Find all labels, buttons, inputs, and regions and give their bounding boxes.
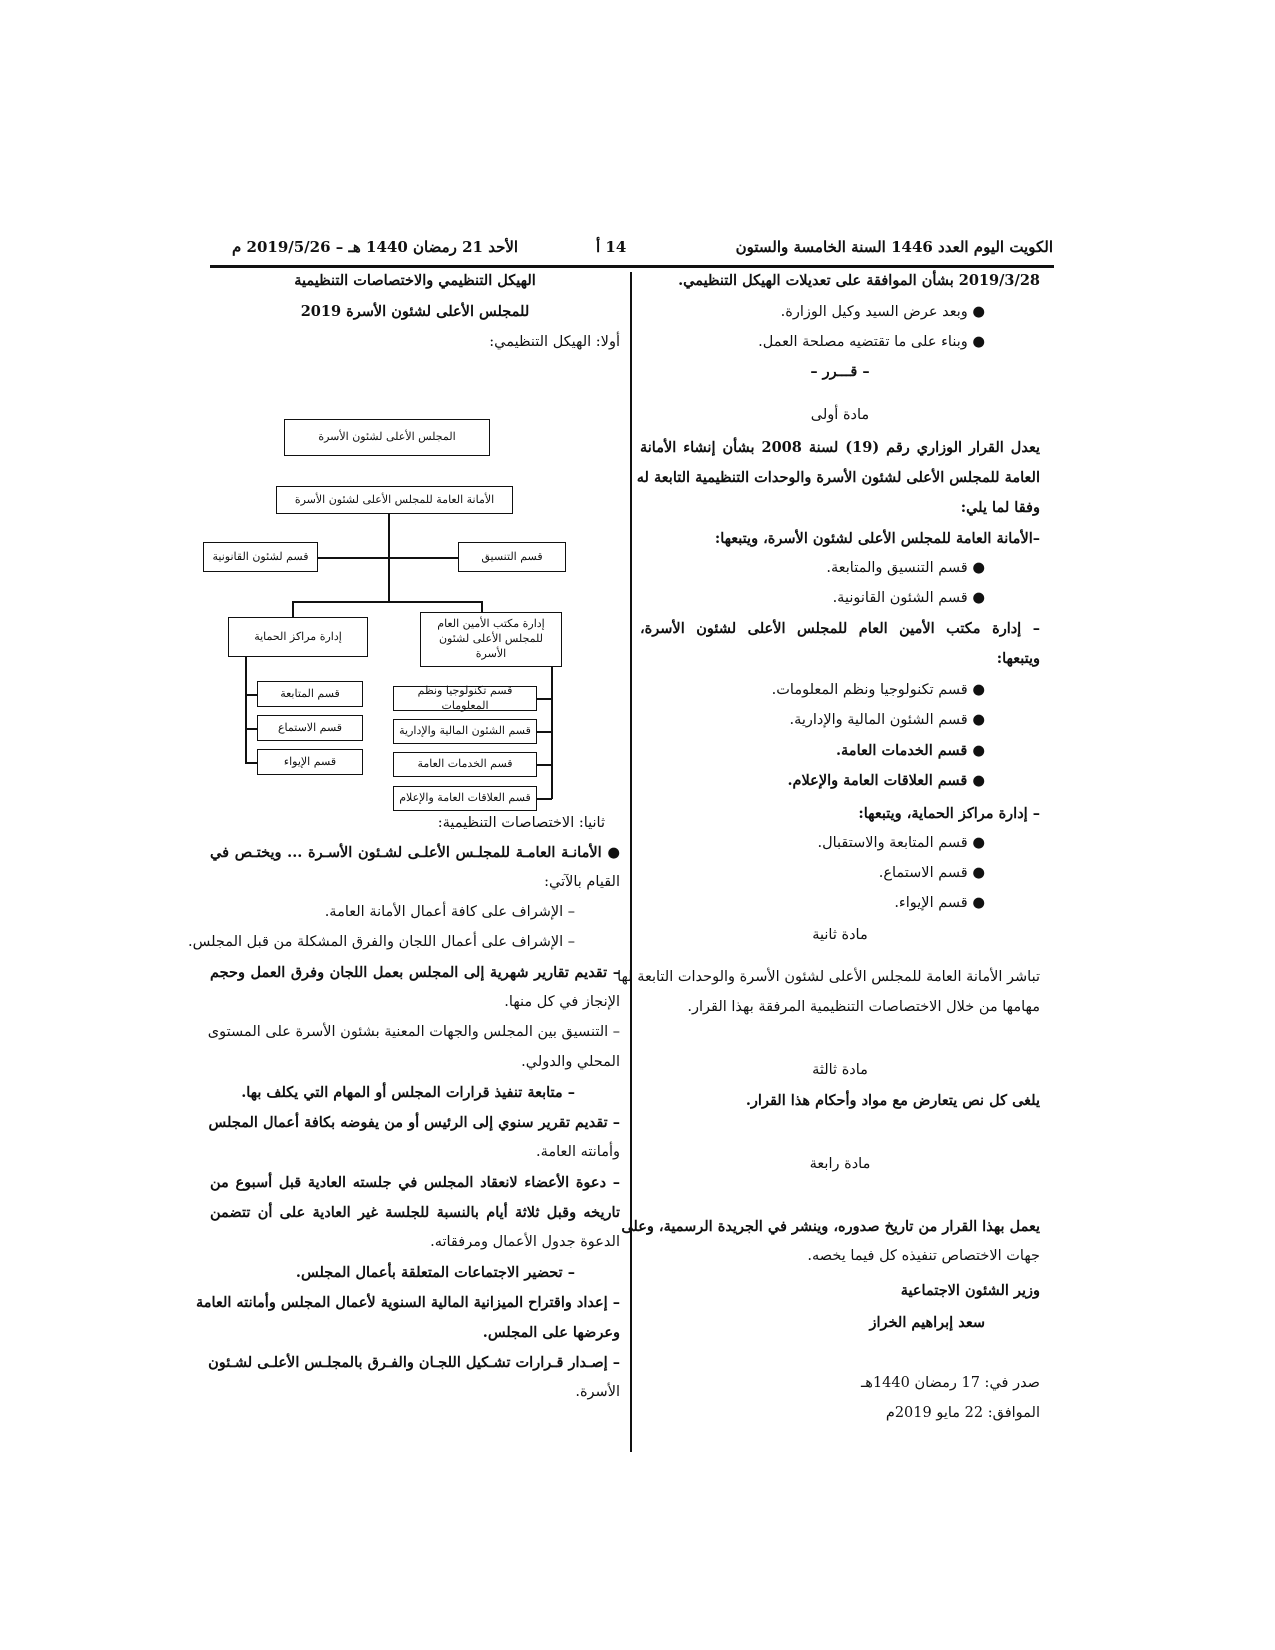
text-line: ● قسم العلاقات العامة والإعلام. [787, 772, 985, 789]
section-competences-heading: ثانيا: الاختصاصات التنظيمية: [437, 815, 605, 831]
text-line: يعمل بهذا القرار من تاريخ صدوره، وينشر في الجريدة الرسمية، وعلى [621, 1218, 1040, 1235]
left-column [187, 272, 620, 1422]
header-page-number: 14 أ [596, 238, 627, 256]
competence-line: الإنجاز في كل منها. [504, 994, 620, 1010]
text-line: ● قسم الاستماع. [878, 865, 985, 881]
text-line: سعد إبراهيم الخراز [869, 1314, 985, 1331]
structure-subtitle: للمجلس الأعلى لشئون الأسرة 2019 [300, 303, 530, 320]
text-line: مهامها من خلال الاختصاصات التنظيمية المرفقة بهذا القرار. [687, 999, 1040, 1015]
text-line: ● قسم المتابعة والاستقبال. [817, 835, 985, 851]
competence-line: – تقديم تقرير سنوي إلى الرئيس أو من يفوضه بكافة أعمال المجلس [208, 1114, 620, 1131]
competences-list [187, 844, 620, 1404]
text-line: وزير الشئون الاجتماعية [900, 1282, 1040, 1299]
text-line: 2019/3/28 بشأن الموافقة على تعديلات الهيكل التنظيمي. [678, 272, 1040, 289]
text-line: – قـــرر – [810, 363, 870, 380]
org-office-unit: قسم تكنولوجيا ونظم المعلومات [393, 686, 537, 711]
competence-line: تاريخه وقبل ثلاثة أيام بالنسبة للجلسة غير العادية على أن تتضمن [210, 1204, 620, 1221]
text-line: صدر في: 17 رمضان 1440هـ [861, 1375, 1040, 1391]
header-date: الأحد 21 رمضان 1440 هـ – 2019/5/26 م [232, 238, 519, 256]
competence-line: – إصـدار قـرارات تشـكيل اللجـان والفـرق بالمجلـس الأعلـى لشـئون [208, 1354, 620, 1371]
competence-line: القيام بالآتي: [544, 874, 620, 890]
text-line: تباشر الأمانة العامة للمجلس الأعلى لشئون الأسرة والوحدات التابعة لها [617, 969, 1040, 985]
text-line: مادة ثانية [812, 927, 868, 943]
org-coordination-box: قسم التنسيق [458, 542, 566, 572]
text-line: ● وبعد عرض السيد وكيل الوزارة. [780, 304, 985, 320]
text-line: يعدل القرار الوزاري رقم (19) لسنة 2008 بشأن إنشاء الأمانة [640, 439, 1040, 456]
text-line: ● قسم الخدمات العامة. [835, 742, 985, 759]
section-structure-heading: أولا: الهيكل التنظيمي: [489, 334, 620, 350]
text-line: العامة للمجلس الأعلى لشئون الأسرة والوحدات التنظيمية التابعة له [636, 469, 1040, 486]
org-protection-unit: قسم الإيواء [257, 749, 363, 775]
competence-line: – تقديم تقارير شهرية إلى المجلس بعمل اللجان وفرق العمل وحجم [210, 964, 620, 981]
org-sg-office-box: إدارة مكتب الأمين العام للمجلس الأعلى لشئون الأسرة [420, 612, 562, 667]
org-office-unit: قسم العلاقات العامة والإعلام [393, 786, 537, 811]
org-legal-box: قسم لشئون القانونية [203, 542, 318, 572]
competence-line: – متابعة تنفيذ قرارات المجلس أو المهام التي يكلف بها. [241, 1084, 575, 1101]
text-line: – إدارة مراكز الحماية، ويتبعها: [858, 805, 1040, 822]
text-line: –الأمانة العامة للمجلس الأعلى لشئون الأسرة، ويتبعها: [714, 530, 1040, 547]
text-line: ● وبناء على ما تقتضيه مصلحة العمل. [758, 334, 985, 350]
text-line: مادة أولى [810, 407, 870, 423]
text-line: الموافق: 22 مايو 2019م [885, 1405, 1040, 1421]
org-council-box: المجلس الأعلى لشئون الأسرة [284, 419, 490, 456]
text-line: جهات الاختصاص تنفيذه كل فيما يخصه. [807, 1248, 1040, 1264]
text-line: يلغى كل نص يتعارض مع مواد وأحكام هذا القرار. [745, 1092, 1040, 1109]
right-column [617, 272, 1040, 1422]
competence-line: وعرضها على المجلس. [482, 1324, 620, 1341]
text-line: ● قسم التنسيق والمتابعة. [826, 560, 985, 576]
org-office-unit: قسم الخدمات العامة [393, 752, 537, 777]
competence-line: المحلي والدولي. [521, 1054, 620, 1070]
text-line: وفقا لما يلي: [960, 499, 1040, 516]
competence-line: – التنسيق بين المجلس والجهات المعنية بشئون الأسرة على المستوى [207, 1024, 620, 1040]
competence-line: الأسرة. [575, 1384, 620, 1400]
text-line: ويتبعها: [996, 650, 1040, 667]
text-line: ● قسم تكنولوجيا ونظم المعلومات. [771, 682, 985, 698]
competence-line: – الإشراف على أعمال اللجان والفرق المشكلة من قبل المجلس. [187, 934, 575, 950]
competence-line: – تحضير الاجتماعات المتعلقة بأعمال المجلس. [295, 1264, 575, 1281]
org-secretariat-box: الأمانة العامة للمجلس الأعلى لشئون الأسرة [276, 486, 513, 514]
org-protection-box: إدارة مراكز الحماية [228, 617, 368, 657]
competence-line: الدعوة جدول الأعمال ومرفقاته. [430, 1234, 620, 1250]
org-protection-unit: قسم المتابعة [257, 681, 363, 707]
text-line: ● قسم الشئون القانونية. [832, 590, 985, 606]
competence-line: – إعداد واقتراح الميزانية المالية السنوية لأعمال المجلس وأمانته العامة [195, 1294, 620, 1311]
text-line: – إدارة مكتب الأمين العام للمجلس الأعلى لشئون الأسرة، [640, 620, 1040, 637]
header-issue: الكويت اليوم العدد 1446 السنة الخامسة والستون [735, 238, 1053, 256]
org-protection-unit: قسم الاستماع [257, 715, 363, 741]
text-line: مادة ثالثة [812, 1062, 868, 1078]
header-rule [210, 265, 1054, 268]
text-line: ● قسم الشئون المالية والإدارية. [789, 712, 985, 728]
text-line: مادة رابعة [809, 1156, 871, 1172]
text-line: ● قسم الإيواء. [894, 895, 985, 911]
org-office-unit: قسم الشئون المالية والإدارية [393, 719, 537, 744]
competence-line: وأمانته العامة. [535, 1144, 620, 1160]
competence-line: – الإشراف على كافة أعمال الأمانة العامة. [324, 904, 575, 920]
structure-title: الهيكل التنظيمي والاختصاصات التنظيمية [294, 272, 536, 289]
competence-line: ● الأمانـة العامـة للمجلـس الأعلـى لشـئون الأسـرة ... ويختـص في [210, 844, 620, 861]
competence-line: – دعوة الأعضاء لانعقاد المجلس في جلسته العادية قبل أسبوع من [210, 1174, 620, 1191]
column-divider [630, 272, 632, 1452]
